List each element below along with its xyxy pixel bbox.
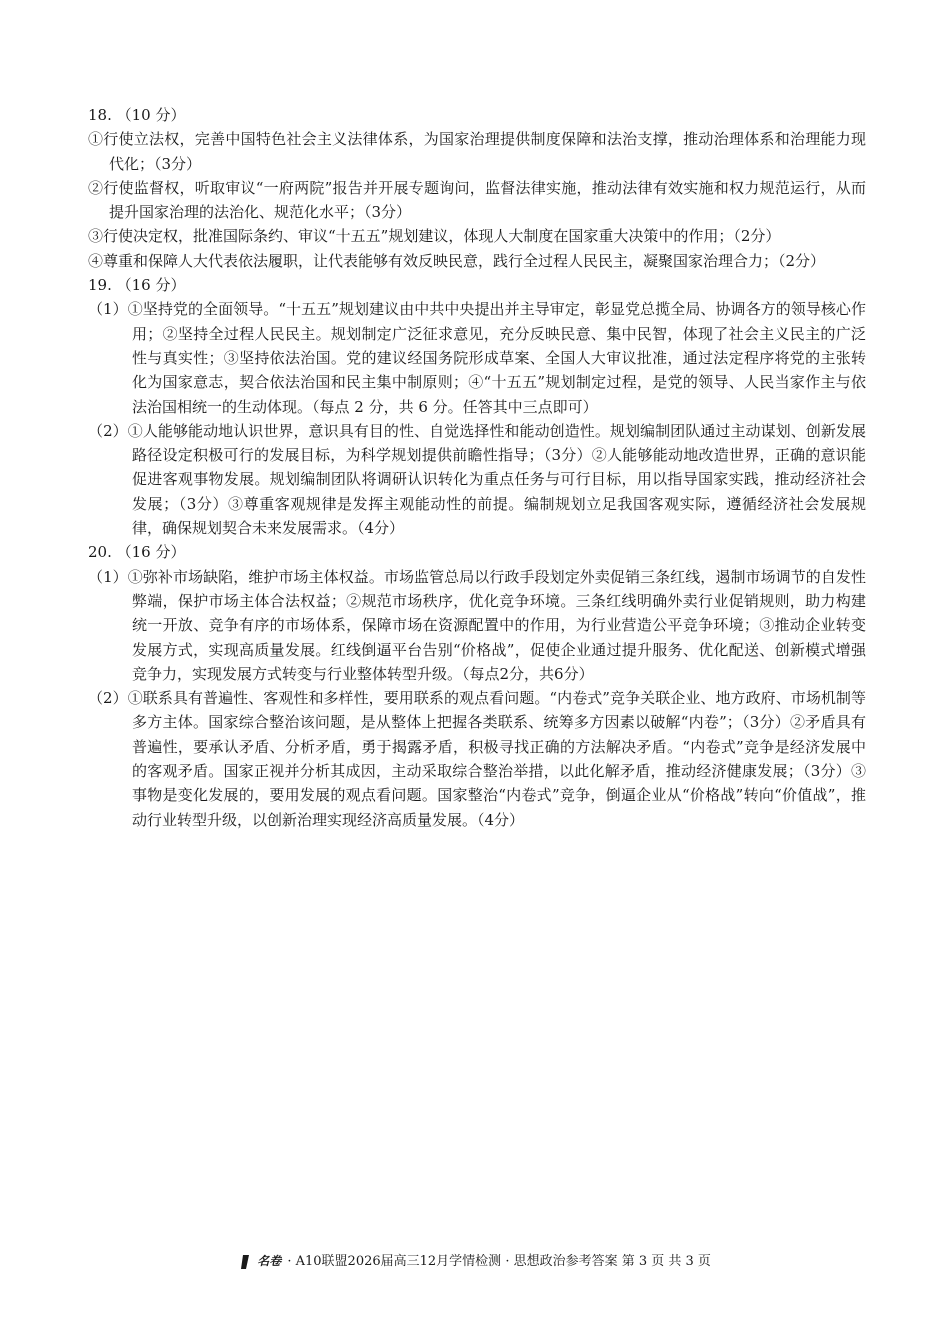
question-18-point-2: ②行使监督权，听取审议“一府两院”报告并开展专题询问，监督法律实施，推动法律有效实施和权力规范运行，从而提升国家治理的法治化、规范化水平；（3分）: [88, 178, 866, 222]
question-18-point-1: ①行使立法权，完善中国特色社会主义法律体系，为国家治理提供制度保障和法治支撑，推动治理体系和治理能力现代化；（3分）: [88, 130, 866, 173]
question-19-part-1: （1）①坚持党的全面领导。“十五五”规划建议由中共中央提出并主导审定，彰显党总揽全局、协调各方的领导核心作用；②坚持全过程人民民主。规划制定广泛征求意见，充分反映民意、集中民智，体现了社会主义民主的广泛性与真实性；③坚持依法治国。党的建议经国务院形成草案、全国人大审议批准，通过法定程序将党的主张转化为国家意志，契合依法治国和民主集中制原则；④“十五五”规划制定过程，是党的领导、人民当家作主与依法治国相统一的生动体现。（每点 2 分，共 6 分。任答其中三点即可）: [88, 300, 866, 416]
question-19-header: 19. （16 分）: [88, 276, 186, 295]
question-20-part-1: （1）①弥补市场缺陷，维护市场主体权益。市场监管总局以行政手段划定外卖促销三条红线，遏制市场调节的自发性弊端，保护市场主体合法权益；②规范市场秩序，优化竞争环境。三条红线明确外卖行业促销规则，助力构建统一开放、竞争有序的市场体系，保障市场在资源配置中的作用，为行业营造公平竞争环境；③推动企业转变发展方式，实现高质量发展。红线倒逼平台告别“价格战”，促使企业通过提升服务、优化配送、创新模式增强竞争力，实现发展方式转变与行业整体转型升级。（每点2分，共6分）: [88, 567, 866, 683]
answer-content: [88, 103, 866, 832]
question-18: [88, 103, 866, 273]
question-18-point-4: ④尊重和保障人大代表依法履职，让代表能够有效反映民意，践行全过程人民民主，凝聚国家治理合力；（2分）: [88, 251, 826, 270]
publisher-logo-icon: [239, 1254, 251, 1270]
question-19: [88, 273, 866, 540]
question-18-point-3: ③行使决定权，批准国际条约、审议“十五五”规划建议，体现人大制度在国家重大决策中的作用；（2分）: [88, 227, 781, 246]
question-20-part-2: （2）①联系具有普遍性、客观性和多样性，要用联系的观点看问题。“内卷式”竞争关联企业、地方政府、市场机制等多方主体。国家综合整治该问题，是从整体上把握各类联系、统筹多方因素以破解“内卷”；（3分）②矛盾具有普遍性，要承认矛盾、分析矛盾，勇于揭露矛盾，积极寻找正确的方法解决矛盾。“内卷式”竞争是经济发展中的客观矛盾。国家正视并分析其成因，主动采取综合整治举措，以此化解矛盾，推动经济健康发展；（3分）③事物是变化发展的，要用发展的观点看问题。国家整治“内卷式”竞争，倒逼企业从“价格战”转向“价值战”，推动行业转型升级，以创新治理实现经济高质量发展。（4分）: [88, 689, 866, 829]
page-footer: [0, 1250, 950, 1272]
question-20-header: 20. （16 分）: [88, 543, 186, 562]
publisher-logo-text: 名卷: [257, 1254, 282, 1268]
footer-text: · A10联盟2026届高三12月学情检测 · 思想政治参考答案 第 3 页 共 3 页: [287, 1254, 711, 1269]
question-18-header: 18. （10 分）: [88, 106, 186, 124]
question-20: [88, 540, 866, 832]
question-19-part-2: （2）①人能够能动地认识世界，意识具有目的性、自觉选择性和能动创造性。规划编制团队通过主动谋划、创新发展路径设定积极可行的发展目标，为科学规划提供前瞻性指导；（3分）②人能够能动地改造世界，正确的意识能促进客观事物发展。规划编制团队将调研认识转化为重点任务与可行目标，用以指导国家实践，推动经济社会发展；（3分）③尊重客观规律是发挥主观能动性的前提。编制规划立足我国客观实际，遵循经济社会发展规律，确保规划契合未来发展需求。（4分）: [88, 421, 866, 538]
